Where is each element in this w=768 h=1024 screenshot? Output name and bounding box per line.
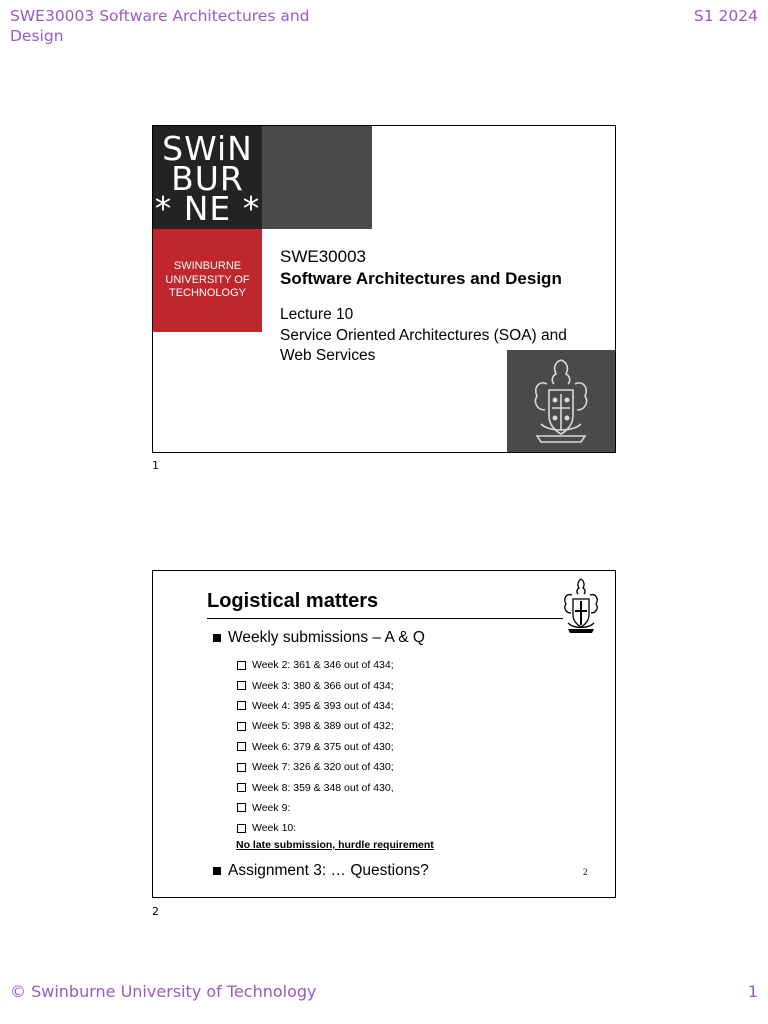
hollow-square-bullet-icon	[237, 803, 246, 812]
title-divider	[207, 618, 563, 619]
slide-2-number: 2	[152, 905, 159, 918]
footer-copyright: © Swinburne University of Technology	[10, 982, 317, 1001]
swinburne-logo	[153, 126, 262, 229]
university-crest-icon	[558, 577, 604, 637]
hollow-square-bullet-icon	[237, 783, 246, 792]
list-item-text: Week 2: 361 & 346 out of 434;	[252, 659, 394, 672]
crest-block	[507, 350, 615, 452]
lecture-topic-line-2: Web Services	[280, 347, 376, 364]
weekly-submission-list	[237, 655, 394, 839]
hollow-square-bullet-icon	[237, 722, 246, 731]
document-header-title: SWE30003 Software Architectures and Design	[10, 7, 310, 45]
list-item-text: Week 9:	[252, 801, 291, 814]
list-item	[237, 675, 394, 695]
logo-line-2: BUR	[171, 159, 244, 198]
course-code: SWE30003	[280, 247, 366, 266]
list-item	[237, 655, 394, 675]
list-item-text: Week 8: 359 & 348 out of 430,	[252, 781, 394, 794]
bullet-assignment-3	[213, 862, 429, 880]
hollow-square-bullet-icon	[237, 681, 246, 690]
bullet-square-icon	[213, 867, 221, 875]
document-header-semester: S1 2024	[693, 7, 758, 25]
slide-title: Logistical matters	[207, 590, 379, 612]
lecture-number: Lecture 10	[280, 306, 354, 323]
list-item-text: Week 6: 379 & 375 out of 430;	[252, 740, 394, 753]
hollow-square-bullet-icon	[237, 763, 246, 772]
slide-1	[152, 125, 616, 453]
list-item	[237, 777, 394, 797]
lecture-topic-line-1: Service Oriented Architectures (SOA) and	[280, 326, 567, 344]
list-item-text: Week 10:	[252, 822, 297, 835]
slide-2	[152, 570, 616, 898]
slide-page-number: 2	[583, 867, 588, 877]
hollow-square-bullet-icon	[237, 661, 246, 670]
list-item	[237, 737, 394, 757]
hollow-square-bullet-icon	[237, 824, 246, 833]
list-item-text: Week 4: 395 & 393 out of 434;	[252, 699, 394, 712]
late-submission-note: No late submission, hurdle requirement	[236, 839, 434, 851]
hollow-square-bullet-icon	[237, 701, 246, 710]
university-name-block	[153, 229, 262, 332]
list-item-text: Week 7: 326 & 320 out of 430;	[252, 761, 394, 774]
bullet-square-icon	[213, 634, 221, 642]
list-item-text: Week 5: 398 & 389 out of 432;	[252, 720, 394, 733]
university-name-line-1: SWINBURNE	[173, 260, 242, 273]
hollow-square-bullet-icon	[237, 742, 246, 751]
bullet-text: Weekly submissions – A & Q	[228, 629, 425, 646]
university-name-line-3: TECHNOLOGY	[168, 287, 246, 300]
bullet-weekly-submissions	[213, 629, 425, 647]
list-item	[237, 716, 394, 736]
list-item	[237, 798, 394, 818]
bullet-text: Assignment 3: … Questions?	[228, 862, 429, 879]
course-name: Software Architectures and Design	[280, 269, 562, 288]
list-item	[237, 696, 394, 716]
slide-1-number: 1	[152, 459, 159, 472]
university-name-line-2: UNIVERSITY OF	[165, 273, 250, 286]
decorative-grey-block	[262, 126, 372, 229]
list-item-text: Week 3: 380 & 366 out of 434;	[252, 679, 394, 692]
logo-line-1: SWiN	[162, 129, 253, 168]
university-crest-icon	[507, 350, 615, 452]
list-item	[237, 818, 394, 838]
footer-page-number: 1	[747, 982, 758, 1001]
list-item	[237, 757, 394, 777]
logo-line-3: * NE *	[154, 189, 261, 228]
